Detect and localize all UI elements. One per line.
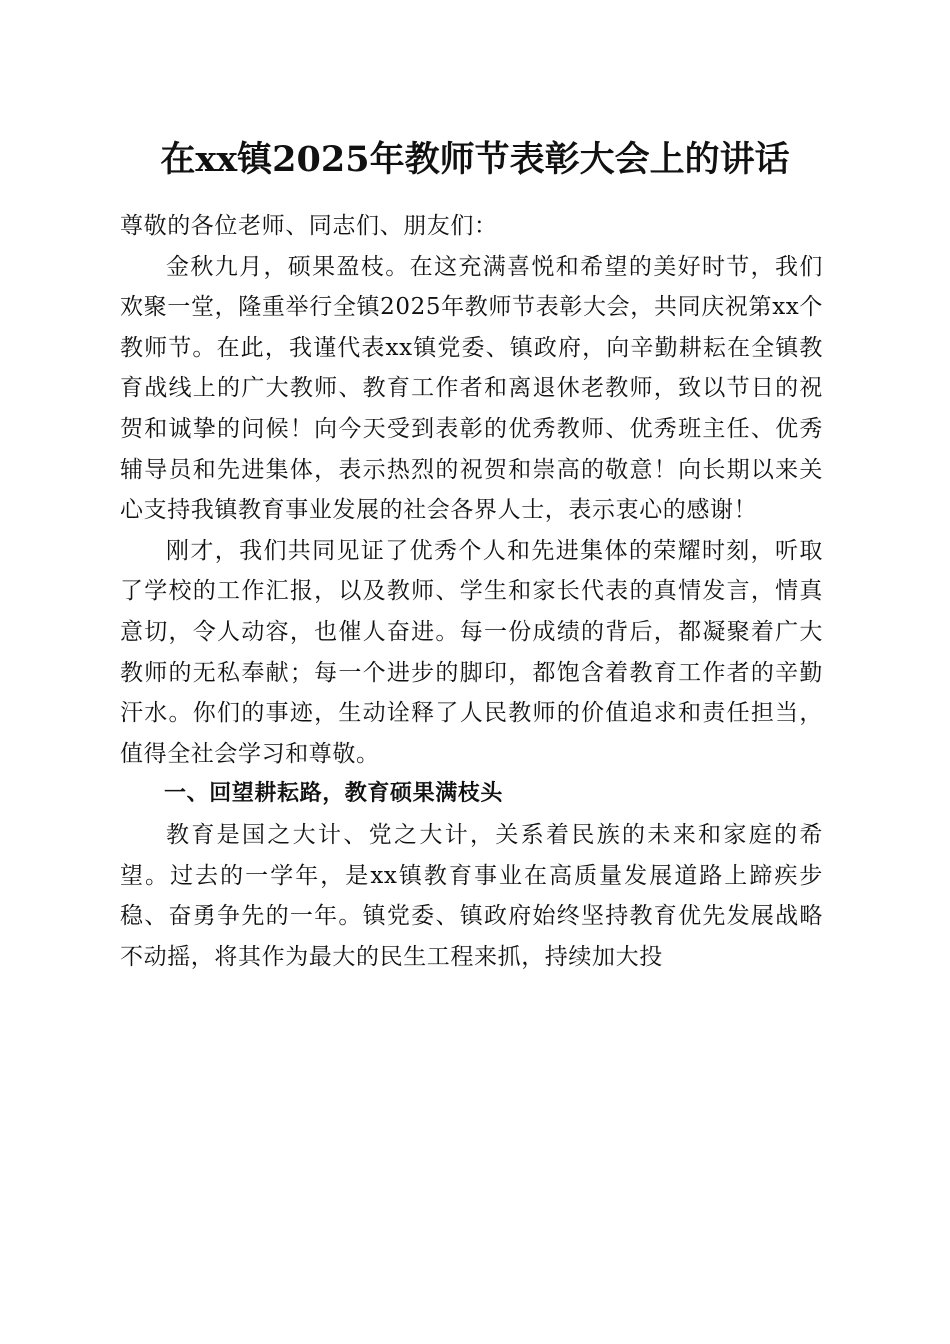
salutation: 尊敬的各位老师、同志们、朋友们： xyxy=(120,213,498,239)
document-body xyxy=(120,206,823,977)
paragraph-review: 刚才，我们共同见证了优秀个人和先进集体的荣耀时刻，听取了学校的工作汇报，以及教师、学生和家长代表的真情发言，情真意切，令人动容，也催人奋进。每一份成绩的背后，都凝聚着广大教师的无私奉献；每一个进步的脚印，都饱含着教育工作者的辛勤汗水。你们的事迹，生动诠释了人民教师的价值追求和责任担当，值得全社会学习和尊敬。 xyxy=(120,537,823,767)
document-title: 在xx镇2025年教师节表彰大会上的讲话 xyxy=(160,139,790,180)
paragraph-section-one: 教育是国之大计、党之大计，关系着民族的未来和家庭的希望。过去的一学年，是xx镇教育事业在高质量发展道路上蹄疾步稳、奋勇争先的一年。镇党委、镇政府始终坚持教育优先发展战略不动摇，将其作为最大的民生工程来抓，持续加大投 xyxy=(120,821,823,970)
paragraph-opening: 金秋九月，硕果盈枝。在这充满喜悦和希望的美好时节，我们欢聚一堂，隆重举行全镇2025年教师节表彰大会，共同庆祝第xx个教师节。在此，我谨代表xx镇党委、镇政府，向辛勤耕耘在全镇教育战线上的广大教师、教育工作者和离退休老教师，致以节日的祝贺和诚挚的问候！向今天受到表彰的优秀教师、优秀班主任、优秀辅导员和先进集体，表示热烈的祝贺和崇高的敬意！向长期以来关心支持我镇教育事业发展的社会各界人士，表示衷心的感谢！ xyxy=(120,253,823,524)
section-heading: 一、回望耕耘路，教育硕果满枝头 xyxy=(164,781,504,807)
